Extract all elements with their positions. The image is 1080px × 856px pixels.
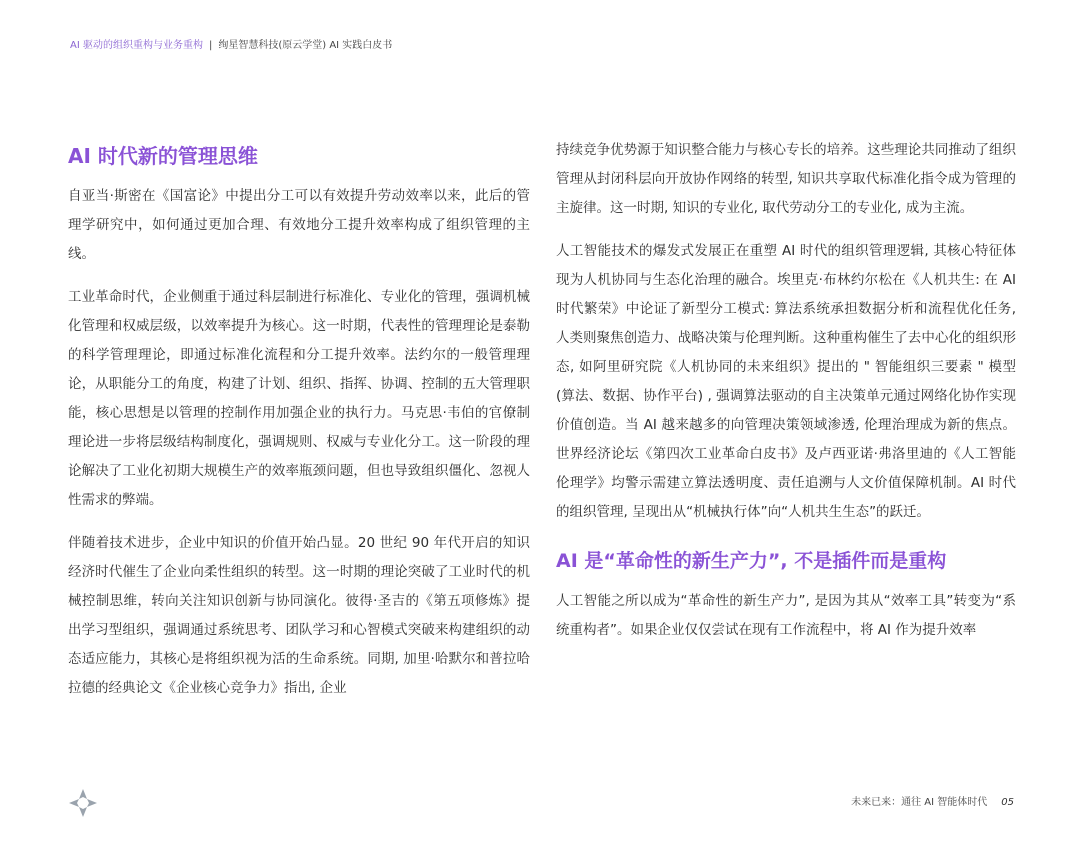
paragraph: 持续竞争优势源于知识整合能力与核心专长的培养。这些理论共同推动了组织管理从封闭科层向开放协作网络的转型, 知识共享取代标准化指令成为管理的主旋律。这一时期, 知识的专业化, 取代劳动分工的专业化, 成为主流。 — [556, 142, 1016, 216]
paragraph: 工业革命时代，企业侧重于通过科层制进行标准化、专业化的管理，强调机械化管理和权威层级，以效率提升为核心。这一时期，代表性的管理理论是泰勒的科学管理理论，即通过标准化流程和分工提升效率。法约尔的一般管理理论，从职能分工的角度，构建了计划、组织、指挥、协调、控制的五大管理职能，核心思想是以管理的控制作用加强企业的执行力。马克思·韦伯的官僚制理论进一步将层级结构制度化，强调规则、权威与专业化分工。这一阶段的理论解决了工业化初期大规模生产的效率瓶颈问题，但也导致组织僵化、忽视人性需求的弊端。 — [68, 289, 530, 508]
right-column — [556, 136, 1016, 659]
section-heading-revolution: AI 是“革命性的新生产力”, 不是插件而是重构 — [556, 550, 947, 572]
header-doc-title: 绚星智慧科技(原云学堂) AI 实践白皮书 — [218, 40, 393, 51]
running-footer — [851, 797, 1014, 809]
paragraph: 人工智能之所以成为“革命性的新生产力”, 是因为其从“效率工具”转变为“系统重构者”。如果企业仅仅尝试在现有工作流程中，将 AI 作为提升效率 — [556, 593, 1016, 638]
page-number: 05 — [1001, 797, 1014, 808]
paragraph: 伴随着技术进步，企业中知识的价值开始凸显。20 世纪 90 年代开启的知识经济时代催生了企业向柔性组织的转型。这一时期的理论突破了工业时代的机械控制思维，转向关注知识创新与协同演化。彼得·圣吉的《第五项修炼》提出学习型组织，强调通过系统思考、团队学习和心智模式突破来构建组织的动态适应能力，其核心是将组织视为活的生命系统。同期, 加里·哈默尔和普拉哈拉德的经典论文《企业核心竞争力》指出, 企业 — [68, 535, 530, 696]
section-heading-management: AI 时代新的管理思维 — [68, 144, 258, 168]
header-separator: | — [208, 40, 213, 51]
header-section: AI 驱动的组织重构与业务重构 — [70, 40, 203, 51]
paragraph: 人工智能技术的爆发式发展正在重塑 AI 时代的组织管理逻辑, 其核心特征体现为人机协同与生态化治理的融合。埃里克·布林约尔松在《人机共生: 在 AI 时代繁荣》中论证了新型分工模式: 算法系统承担数据分析和流程优化任务, 人类则聚焦创造力、战略决策与伦理判断。这种重构催生了去中心化的组织形态, 如阿里研究院《人机协同的未来组织》提出的 " 智能组织三要素 " 模型 (算法、数据、协作平台) , 强调算法驱动的自主决策单元通过网络化协作实现价值创造。当 AI 越来越多的向管理决策领域渗透, 伦理治理成为新的焦点。世界经济论坛《第四次工业革命白皮书》及卢西亚诺·弗洛里迪的《人工智能伦理学》均警示需建立算法透明度、责任追溯与人文价值保障机制。AI 时代的组织管理, 呈现出从“机械执行体”向“人机共生生态”的跃迁。 — [556, 243, 1016, 520]
paragraph: 自亚当·斯密在《国富论》中提出分工可以有效提升劳动效率以来，此后的管理学研究中，如何通过更加合理、有效地分工提升效率构成了组织管理的主线。 — [68, 188, 530, 262]
left-column — [68, 136, 530, 717]
brand-logo-icon — [68, 788, 98, 818]
running-header — [70, 40, 392, 52]
footer-title: 未来已来：通往 AI 智能体时代 — [851, 797, 988, 808]
